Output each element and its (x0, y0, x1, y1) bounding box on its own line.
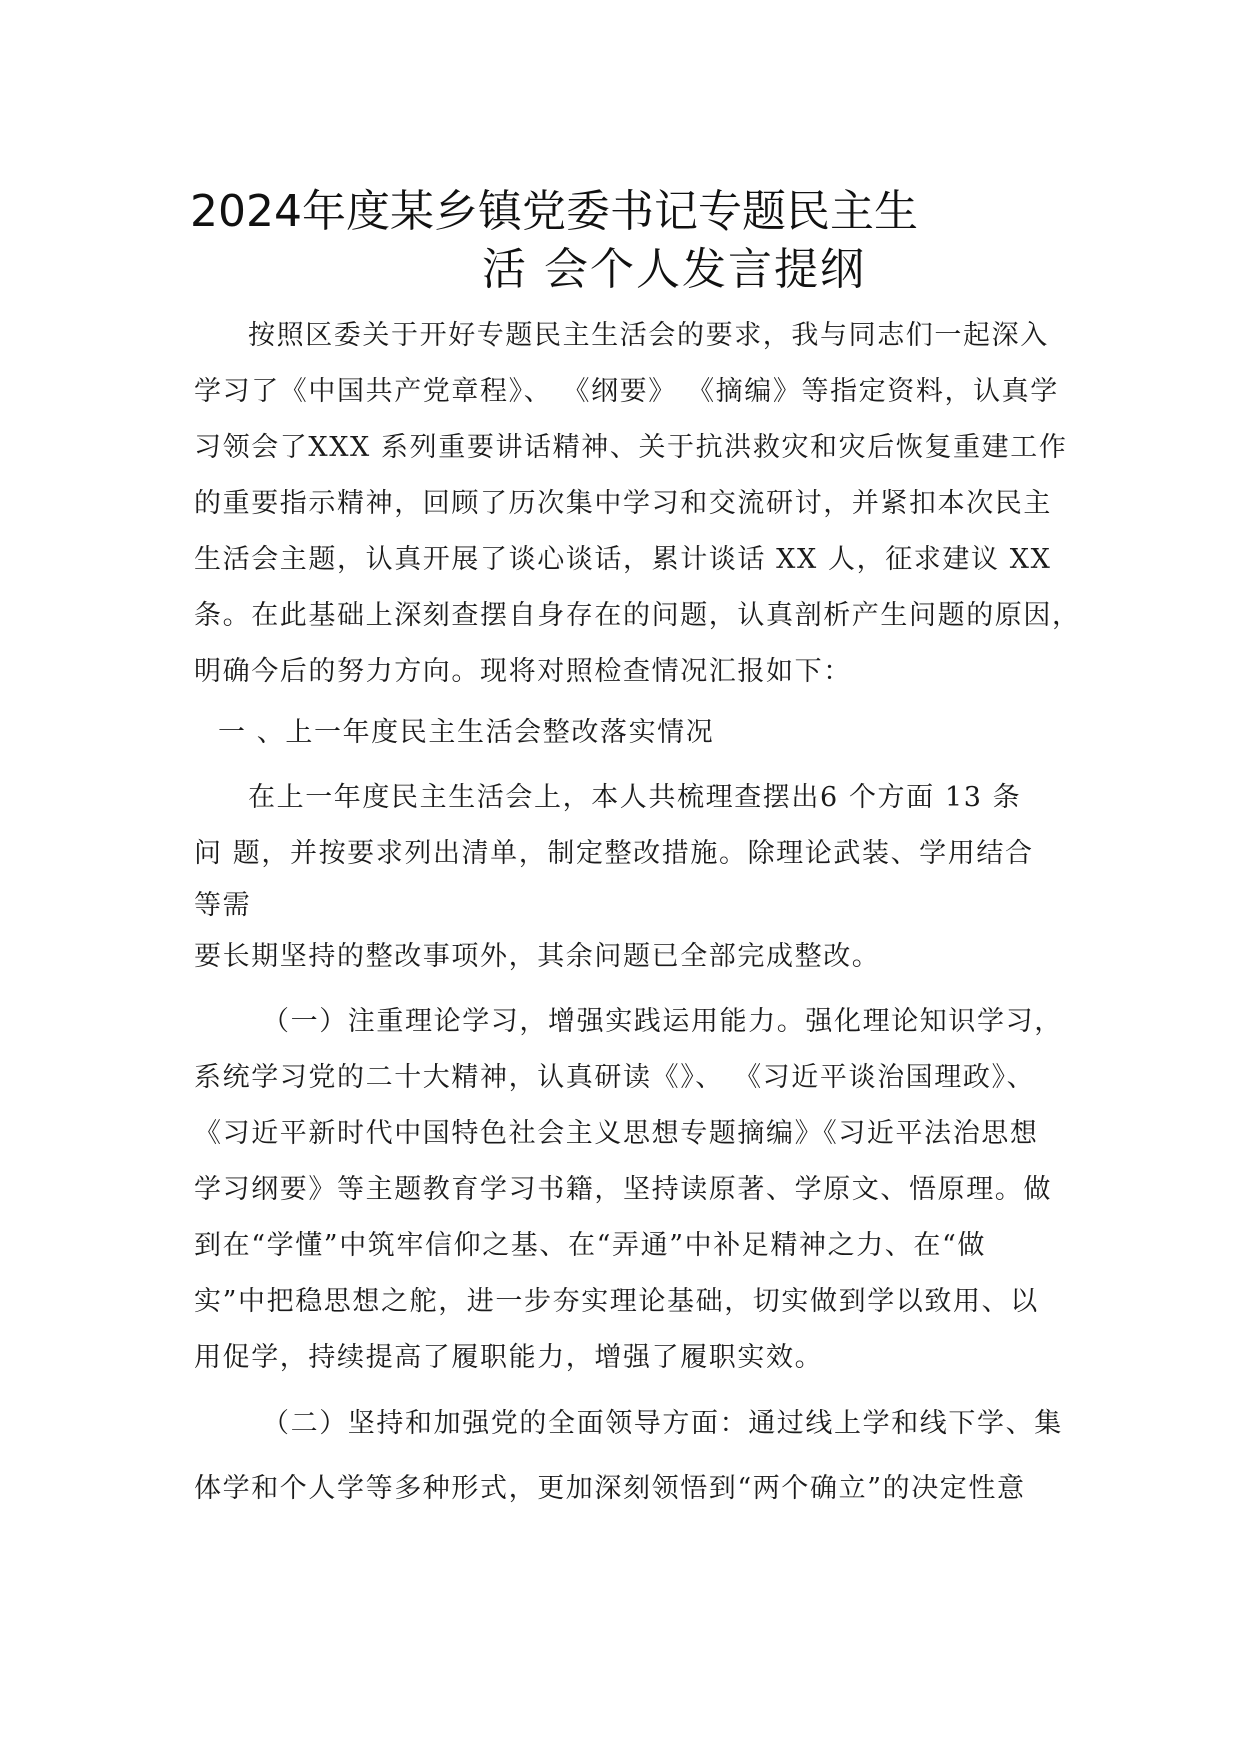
paragraph-line: 学习纲要》等主题教育学习书籍，坚持读原著、学原文、悟原理。做 (194, 1174, 1052, 1205)
paragraph-line: 实”中把稳思想之舵，进一步夯实理论基础，切实做到学以致用、以 (194, 1286, 1039, 1317)
paragraph-line: 问 题，并按要求列出清单，制定整改措施。除理论武装、学用结合 (194, 838, 1034, 869)
paragraph-line: 的重要指示精神，回顾了历次集中学习和交流研讨，并紧扣本次民主 (194, 488, 1052, 519)
paragraph-line: 习领会了XXX 系列重要讲话精神、关于抗洪救灾和灾后恢复重建工作 (194, 432, 1068, 463)
paragraph-line: 按照区委关于开好专题民主生活会的要求，我与同志们一起深入 (248, 320, 1049, 351)
paragraph-line: 明确今后的努力方向。现将对照检查情况汇报如下： (194, 656, 852, 687)
paragraph-line: 《习近平新时代中国特色社会主义思想专题摘编》《习近平法治思想 (194, 1118, 1039, 1149)
paragraph-line: 体学和个人学等多种形式，更加深刻领悟到“两个确立”的决定性意 (194, 1473, 1026, 1504)
paragraph-line: 等需 (194, 890, 252, 921)
paragraph-line: 条。在此基础上深刻查摆自身存在的问题，认真剖析产生问题的原因， (194, 600, 1081, 631)
paragraph-line: 到在“学懂”中筑牢信仰之基、在“弄通”中补足精神之力、在“做 (194, 1230, 987, 1261)
paragraph-line: 用促学，持续提高了履职能力，增强了履职实效。 (194, 1342, 824, 1373)
section-heading: 一 、上一年度民主生活会整改落实情况 (218, 717, 715, 748)
document-title-line-2: 活 会个人发言提纲 (482, 244, 866, 295)
paragraph-line: 生活会主题，认真开展了谈心谈话，累计谈话 XX 人，征求建议 XX (194, 544, 1052, 575)
paragraph-line: 要长期坚持的整改事项外，其余问题已全部完成整改。 (194, 941, 881, 972)
subsection-line: （二）坚持和加强党的全面领导方面：通过线上学和线下学、集 (262, 1408, 1063, 1439)
paragraph-line: 系统学习党的二十大精神，认真研读《》、 《习近平谈治国理政》、 (194, 1062, 1036, 1093)
paragraph-line: 在上一年度民主生活会上，本人共梳理查摆出6 个方面 13 条 (248, 782, 1022, 813)
document-title-line-1: 2024年度某乡镇党委书记专题民主生 (190, 186, 918, 237)
paragraph-line: 学习了《中国共产党章程》、 《纲要》 《摘编》等指定资料，认真学 (194, 376, 1059, 407)
subsection-line: （一）注重理论学习，增强实践运用能力。强化理论知识学习， (262, 1006, 1063, 1037)
